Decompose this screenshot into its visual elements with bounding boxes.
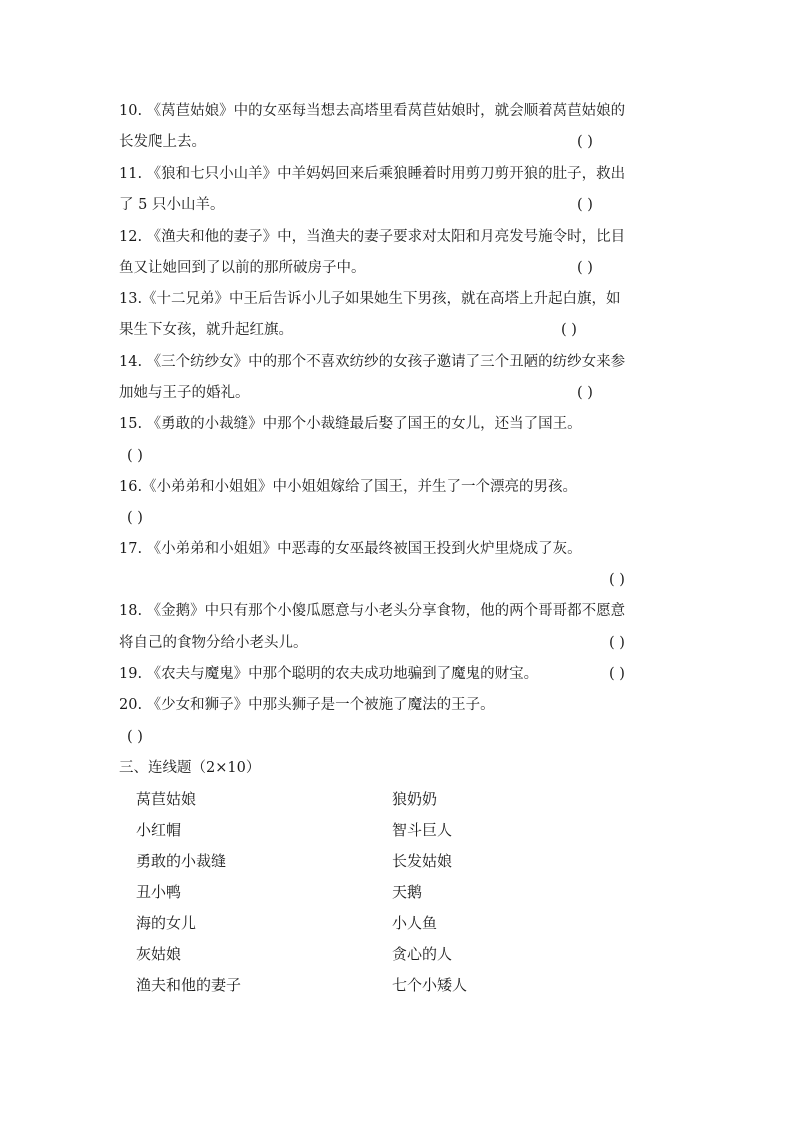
answer-blank-14[interactable]: ( ) [577,385,593,401]
section-3-title: 三、连线题（2×10） [119,760,261,776]
answer-blank-11[interactable]: ( ) [577,197,593,213]
question-12-line1: 12. 《渔夫和他的妻子》中，当渔夫的妻子要求对太阳和月亮发号施令时，比目 [119,229,626,245]
question-10-line2: 长发爬上去。 [119,134,206,150]
question-14-line2: 加她与王子的婚礼。 [119,385,250,401]
question-19-line1: 19. 《农夫与魔鬼》中那个聪明的农夫成功地骗到了魔鬼的财宝。 [119,666,539,682]
question-18-line2: 将自己的食物分给小老头儿。 [119,635,308,651]
question-18-line1: 18. 《金鹅》中只有那个小傻瓜愿意与小老头分享食物，他的两个哥哥都不愿意 [119,603,626,619]
answer-blank-10[interactable]: ( ) [577,134,593,150]
match-left-item[interactable]: 莴苣姑娘 [136,790,197,808]
question-17-line1: 17. 《小弟弟和小姐姐》中恶毒的女巫最终被国王投到火炉里烧成了灰。 [119,541,582,557]
match-right-item[interactable]: 贪心的人 [392,945,453,963]
question-16-line1: 16.《小弟弟和小姐姐》中小姐姐嫁给了国王，并生了一个漂亮的男孩。 [119,479,578,495]
match-right-item[interactable]: 天鹅 [392,883,423,901]
match-right-item[interactable]: 狼奶奶 [392,790,438,808]
question-11-line1: 11. 《狼和七只小山羊》中羊妈妈回来后乘狼睡着时用剪刀剪开狼的肚子，救出 [119,166,626,182]
answer-blank-17[interactable]: ( ) [609,572,625,588]
match-left-item[interactable]: 丑小鸭 [136,883,182,901]
answer-blank-12[interactable]: ( ) [577,260,593,276]
answer-blank-13[interactable]: ( ) [561,322,577,338]
question-20-line1: 20. 《少女和狮子》中那头狮子是一个被施了魔法的王子。 [119,697,495,713]
question-15-line1: 15. 《勇敢的小裁缝》中那个小裁缝最后娶了国王的女儿，还当了国王。 [119,416,582,432]
match-left-item[interactable]: 勇敢的小裁缝 [136,852,227,870]
question-10-line1: 10. 《莴苣姑娘》中的女巫每当想去高塔里看莴苣姑娘时，就会顺着莴苣姑娘的 [119,103,626,119]
match-right-item[interactable]: 七个小矮人 [392,976,468,994]
match-right-item[interactable]: 小人鱼 [392,914,438,932]
match-right-item[interactable]: 智斗巨人 [392,821,453,839]
answer-blank-20[interactable]: ( ) [127,729,143,745]
answer-blank-18[interactable]: ( ) [609,635,625,651]
answer-blank-15[interactable]: ( ) [127,448,143,464]
match-left-item[interactable]: 渔夫和他的妻子 [136,976,242,994]
question-13-line1: 13.《十二兄弟》中王后告诉小儿子如果她生下男孩，就在高塔上升起白旗，如 [119,291,621,307]
question-11-line2: 了 5 只小山羊。 [119,197,225,213]
question-14-line1: 14. 《三个纺纱女》中的那个不喜欢纺纱的女孩子邀请了三个丑陋的纺纱女来参 [119,354,626,370]
match-left-item[interactable]: 海的女儿 [136,914,197,932]
answer-blank-16[interactable]: ( ) [127,510,143,526]
question-12-line2: 鱼又让她回到了以前的那所破房子中。 [119,260,366,276]
answer-blank-19[interactable]: ( ) [609,666,625,682]
match-left-item[interactable]: 小红帽 [136,821,182,839]
question-13-line2: 果生下女孩，就升起红旗。 [119,322,293,338]
match-left-item[interactable]: 灰姑娘 [136,945,182,963]
match-right-item[interactable]: 长发姑娘 [392,852,453,870]
